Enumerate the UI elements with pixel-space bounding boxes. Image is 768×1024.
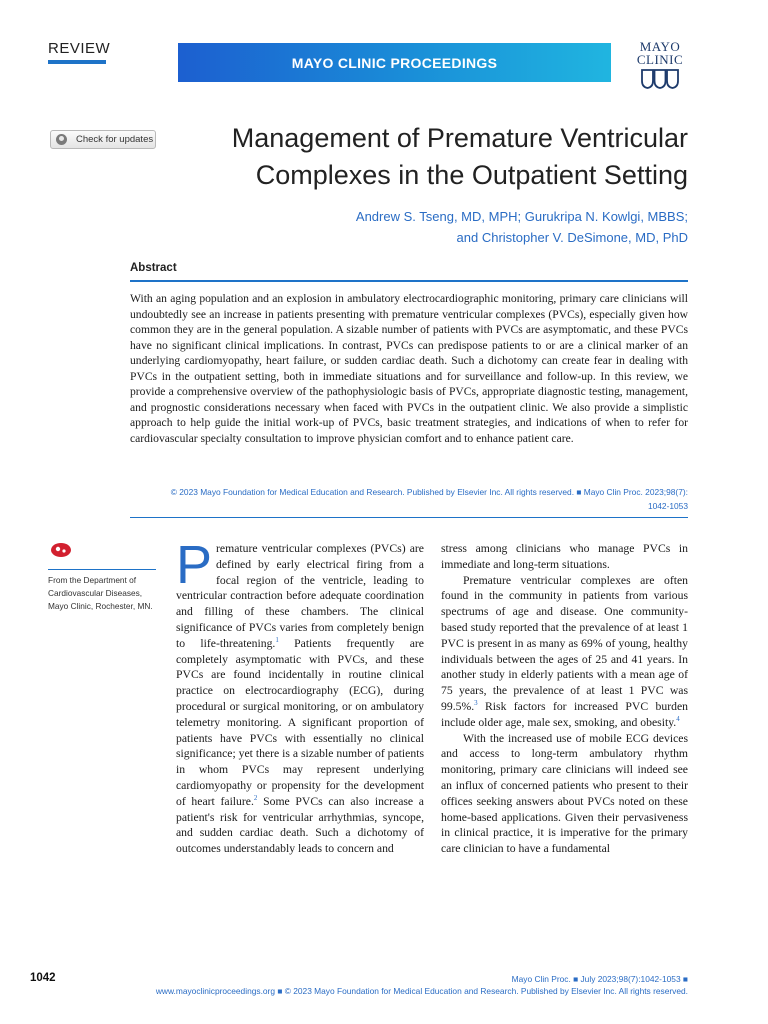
- abstract-copyright: [130, 485, 688, 513]
- paragraph-text: remature ventricular complexes (PVCs) are defined by early electrical firing from a focal region of the ventricle, leading to ventricular contraction before adequate coordination and filling of these chambers. The clinical significance of PVCs varies from completely benign to life-threatening.: [176, 542, 424, 650]
- reference-link[interactable]: 2: [253, 793, 258, 802]
- authors-line1[interactable]: Andrew S. Tseng, MD, MPH; Gurukripa N. Kowlgi, MBBS;: [355, 209, 688, 224]
- reference-link[interactable]: 1: [275, 635, 279, 644]
- affiliation: From the Department of Cardiovascular Diseases, Mayo Clinic, Rochester, MN.: [48, 575, 153, 611]
- shield-icon: [640, 68, 680, 90]
- update-icon: [56, 134, 67, 145]
- article-title: [218, 120, 688, 194]
- logo-line1: MAYO: [639, 39, 681, 54]
- intro-paragraph: [176, 535, 424, 857]
- abstract-text: With an aging population and an explosion in ambulatory electrocardiographic monitoring, primary care clinicians will undoubtedly see an increase in patients presenting with premature ventricular complexes (PVCs), especially given how common they are in the general population. A sizable number of patients with PVCs are asymptomatic, and these PVCs have no significant clinical implications. In contrast, PVCs can predispose patients to or are a clinical marker of an underlying cardiomyopathy, heart failure, or sudden cardiac death. Such a dichotomy can create fear in dealing with PVCs in the outpatient setting, both in immediate situations and for surveillance and follow-up. In this review, we provide a comprehensive overview of the pathophysiologic basis of PVCs, appropriate diagnostic testing, management, and prognostic considerations necessary when faced with PVCs in the outpatient clinic. We also provide a simplistic approach to help guide the initial work-up of PVCs, basic treatment strategies, and indications of when to refer for cardiovascular specialty consultation to improve physician comfort and to enhance patient care.: [130, 292, 688, 445]
- paragraph-text: Some PVCs can also increase a patient's risk for ventricular arrhythmias, syncope, and sudden cardiac death. Such a dichotomy of outcomes understandably leads to concern and: [176, 794, 424, 856]
- body-column-right: [441, 541, 688, 857]
- abstract-rule: [130, 280, 688, 282]
- body-column-left: [176, 535, 424, 857]
- reference-link[interactable]: 4: [676, 714, 680, 723]
- drop-cap: P: [176, 535, 213, 595]
- page-number: 1042: [30, 972, 56, 984]
- author-list[interactable]: [218, 206, 688, 248]
- mayo-clinic-logo[interactable]: [628, 40, 692, 90]
- cme-badge-icon[interactable]: [50, 542, 72, 558]
- paragraph-text: Patients frequently are completely asymptomatic with PVCs, and these PVCs are found incidentally in routine clinical practice on electrocardiography (ECG), during procedural or surgical monitoring, or on ambulatory telemetry monitoring. A significant proportion of patients have PVCs with essentially no clinical significance; yet there is a sizable number of patients in whom PVCs may represent underlying cardiomyopathy or propensity for the development of heart failure.: [176, 636, 424, 808]
- paragraph-continued: stress among clinicians who manage PVCs in immediate and long-term situations.: [441, 542, 688, 571]
- logo-line2: CLINIC: [636, 52, 684, 67]
- paragraph-text: Risk factors for increased PVC burden include older age, male sex, smoking, and obesity.: [441, 699, 688, 729]
- abstract-bottom-rule: [130, 517, 688, 518]
- section-underline: [48, 60, 106, 64]
- paragraph-text: Premature ventricular complexes are often found in the community in patients from various spectrums of age and disease. One community-based study reported that the prevalence of at least 1 PVC is present in as many as 69% of young, healthy individuals between the ages of 25 and 41 years. In another study in elderly patients with a mean age of 75 years, the prevalence of at least 1 PVC was 99.5%.: [441, 573, 688, 713]
- journal-banner[interactable]: MAYO CLINIC PROCEEDINGS: [178, 43, 611, 82]
- title-line2: Complexes in the Outpatient Setting: [255, 160, 688, 190]
- monitoring-paragraph: With the increased use of mobile ECG devices and access to long-term ambulatory rhythm monitoring, primary care clinicians will indeed see an influx of concerned patients who present to their offices seeking answers about PVCs noted on these home-based applications. Given their pervasiveness in clinical practice, it is imperative for the primary care clinician to have a fundamental: [441, 731, 688, 856]
- copyright-line1: © 2023 Mayo Foundation for Medical Education and Research. Published by Elsevier Inc. All rights reserved. ■ Mayo Clin Proc. 2023;98(7):: [170, 487, 688, 497]
- title-line1: Management of Premature Ventricular: [231, 123, 688, 153]
- check-for-updates-button[interactable]: [50, 130, 156, 149]
- affiliation-rule: [48, 569, 156, 570]
- reference-link[interactable]: 3: [474, 699, 478, 708]
- authors-line2[interactable]: and Christopher V. DeSimone, MD, PhD: [456, 230, 688, 245]
- section-label: REVIEW: [48, 40, 111, 57]
- copyright-line2: 1042-1053: [647, 501, 688, 511]
- journal-reference[interactable]: Mayo Clin Proc. ■ July 2023;98(7):1042-1053 ■: [511, 974, 688, 984]
- footer-site-line[interactable]: www.mayoclinicproceedings.org ■ © 2023 Mayo Foundation for Medical Education and Research. Published by Elsevier Inc. All rights reserved.: [155, 986, 688, 996]
- abstract-heading: Abstract: [130, 262, 177, 274]
- check-for-updates-label: Check for updates: [76, 134, 154, 145]
- prevalence-paragraph: [441, 573, 688, 731]
